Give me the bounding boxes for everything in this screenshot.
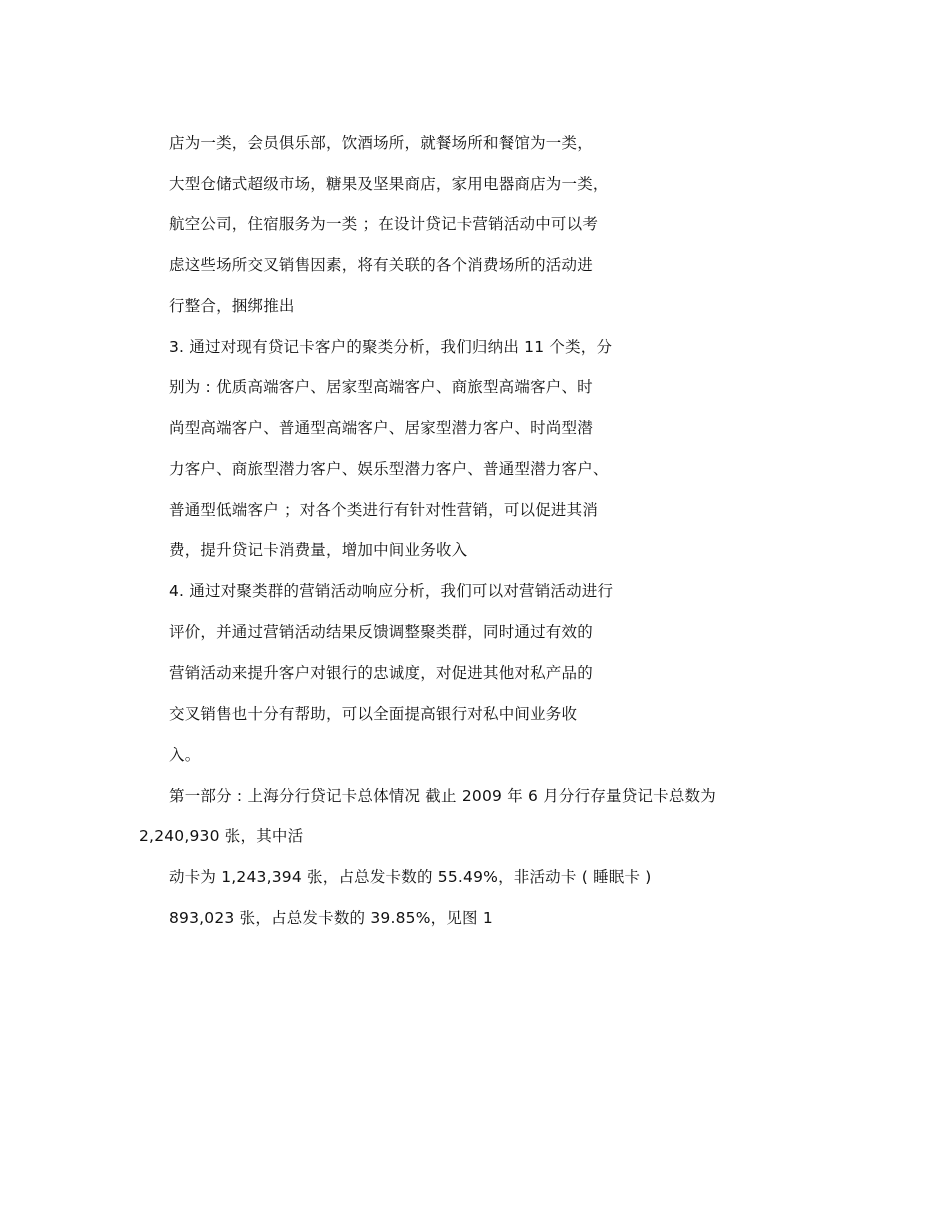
text-line-16: 入。	[169, 746, 201, 764]
text-line-11: 费，提升贷记卡消费量，增加中间业务收入	[169, 541, 468, 559]
text-line-8: 尚型高端客户、普通型高端客户、居家型潜力客户、时尚型潜	[169, 419, 593, 437]
text-line-14: 营销活动来提升客户对银行的忠诚度，对促进其他对私产品的	[169, 664, 593, 682]
text-line-18: 2,240,930 张，其中活	[139, 827, 304, 845]
text-line-20: 893,023 张，占总发卡数的 39.85%，见图 1	[169, 909, 493, 927]
text-line-6: 3. 通过对现有贷记卡客户的聚类分析，我们归纳出 11 个类，分	[169, 338, 613, 356]
text-line-7: 别为 : 优质高端客户、居家型高端客户、商旅型高端客户、时	[169, 378, 593, 396]
text-line-3: 航空公司，住宿服务为一类 ；在设计贷记卡营销活动中可以考	[169, 215, 599, 233]
text-line-10: 普通型低端客户 ；对各个类进行有针对性营销，可以促进其消	[169, 501, 599, 519]
text-line-12: 4. 通过对聚类群的营销活动响应分析，我们可以对营销活动进行	[169, 582, 614, 600]
text-line-9: 力客户、商旅型潜力客户、娱乐型潜力客户、普通型潜力客户、	[169, 460, 609, 478]
text-line-19: 动卡为 1,243,394 张，占总发卡数的 55.49%，非活动卡 ( 睡眠卡 )	[169, 868, 652, 886]
text-line-2: 大型仓储式超级市场，糖果及坚果商店，家用电器商店为一类，	[169, 175, 609, 193]
text-line-17: 第一部分 : 上海分行贷记卡总体情况 截止 2009 年 6 月分行存量贷记卡总数为	[169, 787, 716, 805]
text-line-15: 交叉销售也十分有帮助，可以全面提高银行对私中间业务收	[169, 705, 578, 723]
text-line-13: 评价，并通过营销活动结果反馈调整聚类群，同时通过有效的	[169, 623, 593, 641]
text-line-4: 虑这些场所交叉销售因素，将有关联的各个消费场所的活动进	[169, 256, 593, 274]
text-line-1: 店为一类，会员俱乐部，饮酒场所，就餐场所和餐馆为一类，	[169, 134, 593, 152]
text-line-5: 行整合，捆绑推出	[169, 297, 295, 315]
